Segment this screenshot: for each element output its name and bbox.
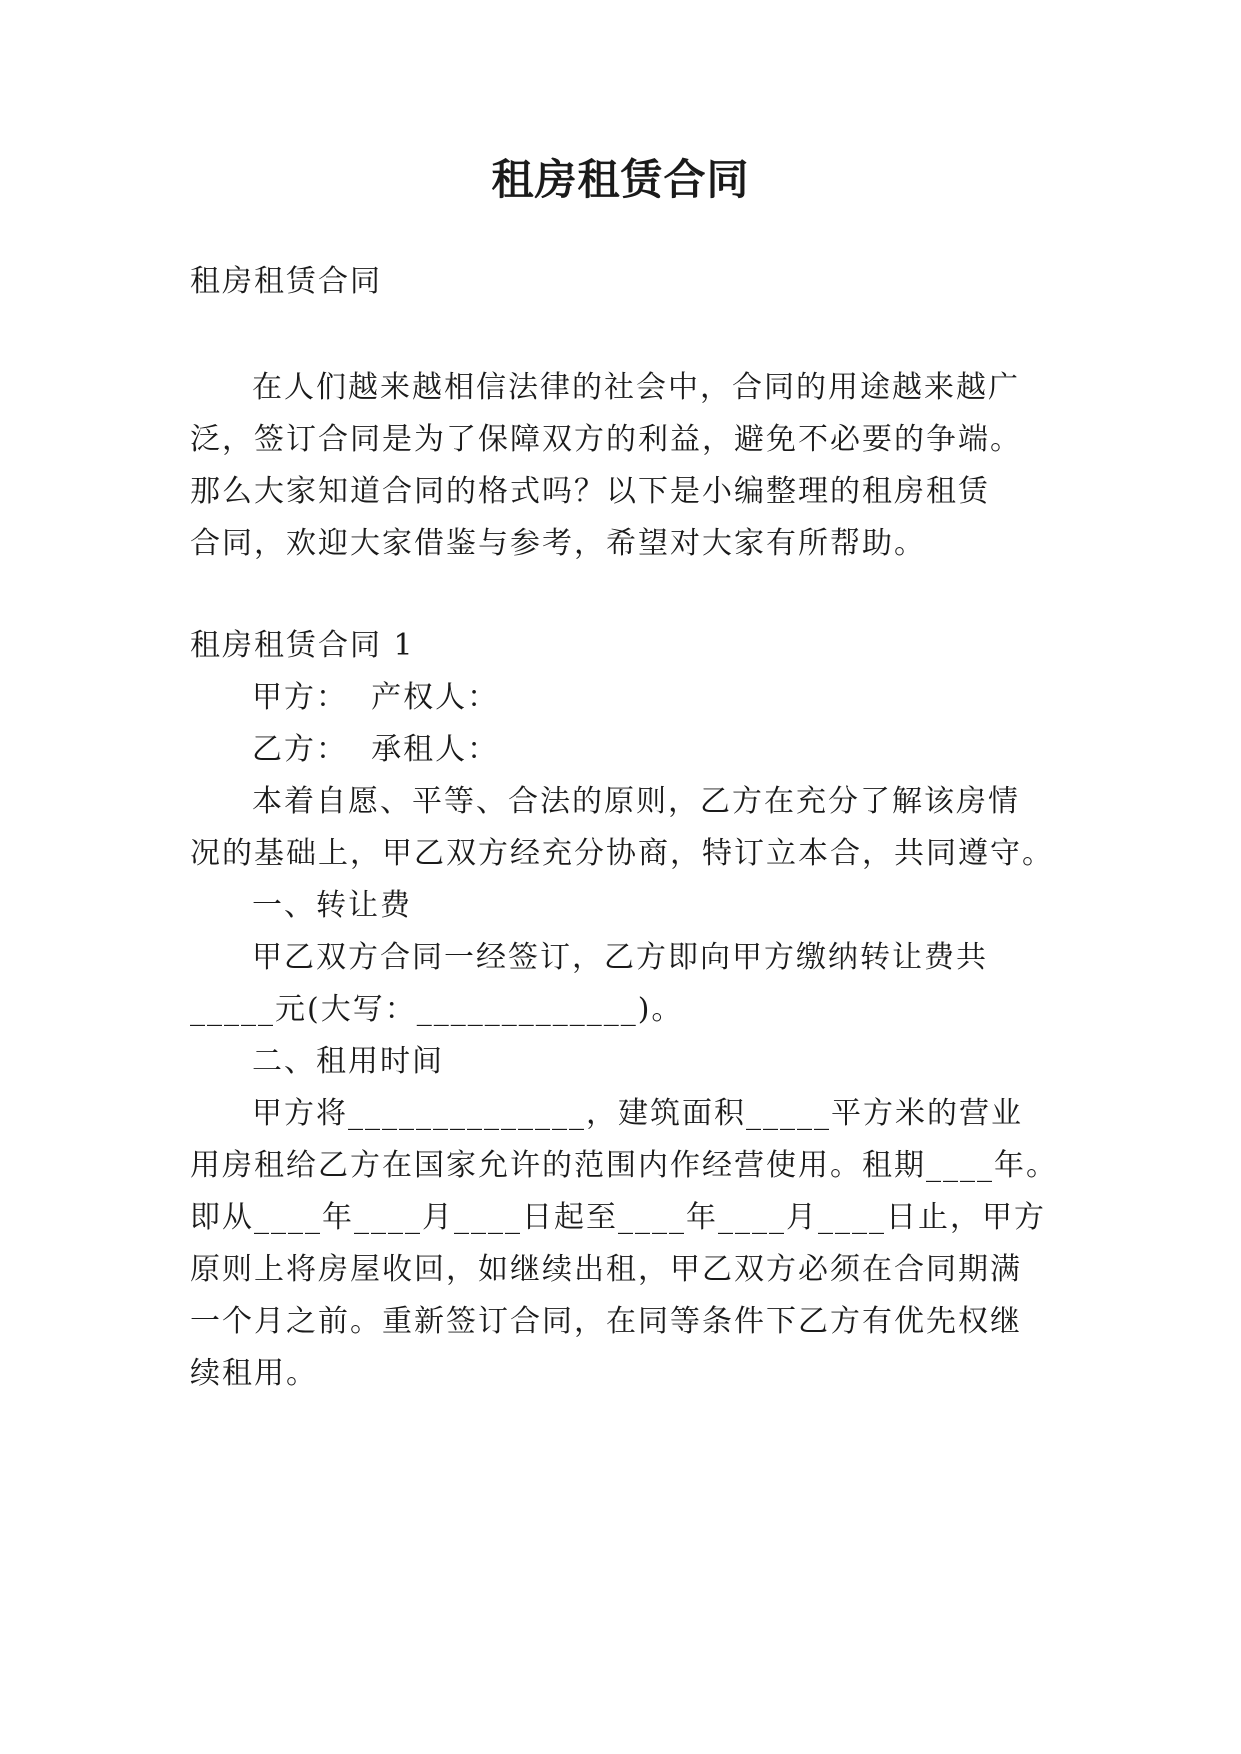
paragraph-line: 那么大家知道合同的格式吗？以下是小编整理的租房租赁: [190, 474, 990, 509]
paragraph-line: 本着自愿、平等、合法的原则，乙方在充分了解该房情: [252, 784, 1020, 819]
clause-heading: 二、租用时间: [252, 1044, 444, 1079]
paragraph-line: 即从____年____月____日起至____年____月____日止，甲方: [190, 1200, 1046, 1235]
document-subtitle: 租房租赁合同: [190, 264, 382, 299]
paragraph-line: 甲乙双方合同一经签订，乙方即向甲方缴纳转让费共: [252, 940, 988, 975]
paragraph-line: 一个月之前。重新签订合同，在同等条件下乙方有优先权继: [190, 1304, 1022, 1339]
paragraph-line: 在人们越来越相信法律的社会中，合同的用途越来越广: [252, 370, 1020, 405]
paragraph-line: 泛，签订合同是为了保障双方的利益，避免不必要的争端。: [190, 422, 1022, 457]
paragraph-line: 续租用。: [190, 1356, 318, 1391]
party-a-line: 甲方： 产权人：: [252, 680, 500, 715]
paragraph-line: 合同，欢迎大家借鉴与参考，希望对大家有所帮助。: [190, 526, 926, 561]
clause-heading: 一、转让费: [252, 888, 412, 923]
document-title: 租房租赁合同: [491, 155, 750, 204]
paragraph-line: 况的基础上，甲乙双方经充分协商，特订立本合，共同遵守。: [190, 836, 1054, 871]
paragraph-line: 甲方将______________，建筑面积_____平方米的营业: [252, 1096, 1023, 1131]
paragraph-line: _____元(大写：_____________)。: [190, 992, 684, 1027]
party-b-line: 乙方： 承租人：: [252, 732, 500, 767]
paragraph-line: 原则上将房屋收回，如继续出租，甲乙双方必须在合同期满: [190, 1252, 1022, 1287]
paragraph-line: 用房租给乙方在国家允许的范围内作经营使用。租期____年。: [190, 1148, 1058, 1183]
section-heading: 租房租赁合同 1: [190, 628, 415, 663]
